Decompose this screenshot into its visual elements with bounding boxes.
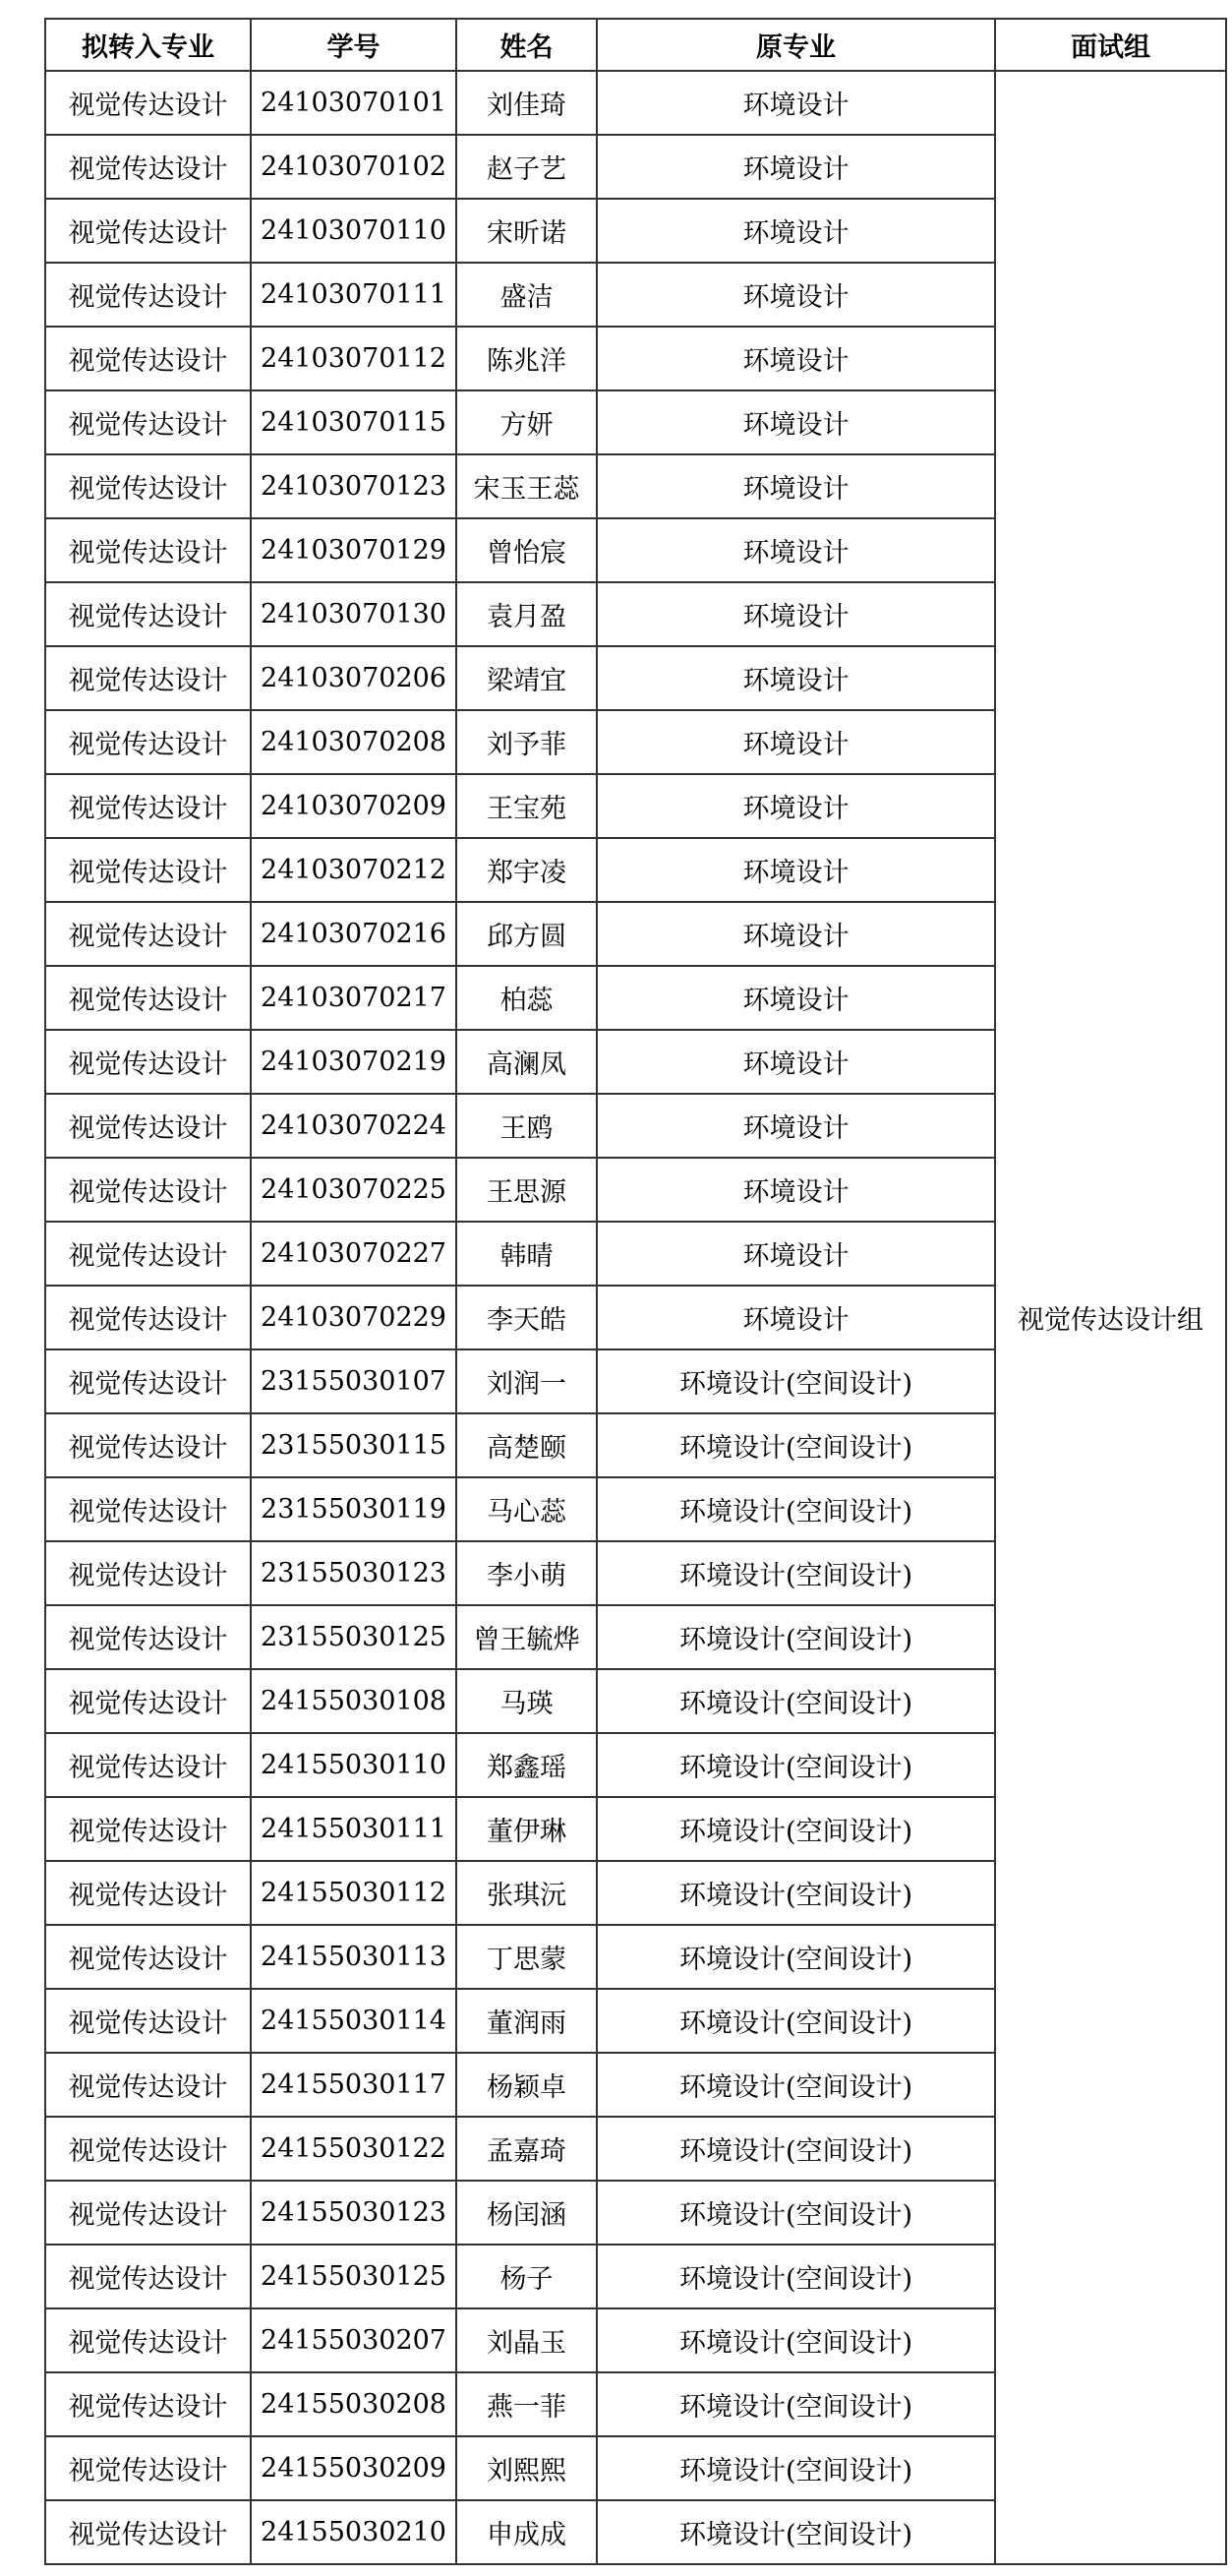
- header-original-major: 原专业: [597, 19, 995, 71]
- name-cell: 高楚颐: [456, 1413, 597, 1477]
- student-id-cell: 24103070219: [251, 1030, 456, 1094]
- original-major-cell: 环境设计: [597, 199, 995, 263]
- student-id-cell: 24155030117: [251, 2053, 456, 2117]
- target-major-cell: 视觉传达设计: [45, 2245, 251, 2308]
- original-major-cell: 环境设计(空间设计): [597, 1349, 995, 1413]
- original-major-cell: 环境设计: [597, 71, 995, 135]
- target-major-cell: 视觉传达设计: [45, 327, 251, 390]
- student-id-cell: 24103070216: [251, 902, 456, 966]
- target-major-cell: 视觉传达设计: [45, 838, 251, 902]
- original-major-cell: 环境设计(空间设计): [597, 1925, 995, 1989]
- name-cell: 宋玉王蕊: [456, 454, 597, 518]
- student-id-cell: 23155030125: [251, 1605, 456, 1669]
- student-id-cell: 24103070227: [251, 1222, 456, 1286]
- name-cell: 袁月盈: [456, 582, 597, 646]
- student-id-cell: 24155030210: [251, 2500, 456, 2564]
- target-major-cell: 视觉传达设计: [45, 1349, 251, 1413]
- student-id-cell: 24103070129: [251, 518, 456, 582]
- student-id-cell: 24155030114: [251, 1989, 456, 2053]
- student-id-cell: 24155030112: [251, 1861, 456, 1925]
- student-id-cell: 23155030123: [251, 1541, 456, 1605]
- student-id-cell: 24103070110: [251, 199, 456, 263]
- original-major-cell: 环境设计(空间设计): [597, 1669, 995, 1733]
- original-major-cell: 环境设计(空间设计): [597, 2308, 995, 2372]
- target-major-cell: 视觉传达设计: [45, 1286, 251, 1349]
- target-major-cell: 视觉传达设计: [45, 2053, 251, 2117]
- student-id-cell: 24103070212: [251, 838, 456, 902]
- original-major-cell: 环境设计(空间设计): [597, 2245, 995, 2308]
- header-row: [45, 19, 1226, 71]
- name-cell: 杨闰涵: [456, 2181, 597, 2245]
- table-row: [45, 71, 1226, 135]
- name-cell: 宋昕诺: [456, 199, 597, 263]
- student-id-cell: 24155030108: [251, 1669, 456, 1733]
- name-cell: 梁靖宜: [456, 646, 597, 710]
- target-major-cell: 视觉传达设计: [45, 454, 251, 518]
- target-major-cell: 视觉传达设计: [45, 1733, 251, 1797]
- name-cell: 郑宇凌: [456, 838, 597, 902]
- original-major-cell: 环境设计(空间设计): [597, 2372, 995, 2436]
- student-id-cell: 23155030115: [251, 1413, 456, 1477]
- original-major-cell: 环境设计: [597, 390, 995, 454]
- original-major-cell: 环境设计(空间设计): [597, 1541, 995, 1605]
- original-major-cell: 环境设计: [597, 518, 995, 582]
- target-major-cell: 视觉传达设计: [45, 1925, 251, 1989]
- original-major-cell: 环境设计(空间设计): [597, 2117, 995, 2181]
- target-major-cell: 视觉传达设计: [45, 646, 251, 710]
- student-id-cell: 24103070224: [251, 1094, 456, 1158]
- student-id-cell: 24103070112: [251, 327, 456, 390]
- target-major-cell: 视觉传达设计: [45, 1413, 251, 1477]
- target-major-cell: 视觉传达设计: [45, 1222, 251, 1286]
- name-cell: 盛洁: [456, 263, 597, 327]
- name-cell: 李小萌: [456, 1541, 597, 1605]
- student-id-cell: 24155030125: [251, 2245, 456, 2308]
- target-major-cell: 视觉传达设计: [45, 966, 251, 1030]
- student-id-cell: 24103070115: [251, 390, 456, 454]
- student-id-cell: 24103070101: [251, 71, 456, 135]
- header-interview-group: 面试组: [995, 19, 1226, 71]
- original-major-cell: 环境设计: [597, 454, 995, 518]
- name-cell: 方妍: [456, 390, 597, 454]
- target-major-cell: 视觉传达设计: [45, 1477, 251, 1541]
- original-major-cell: 环境设计(空间设计): [597, 1413, 995, 1477]
- original-major-cell: 环境设计: [597, 774, 995, 838]
- name-cell: 刘润一: [456, 1349, 597, 1413]
- student-id-cell: 24103070217: [251, 966, 456, 1030]
- student-id-cell: 24155030110: [251, 1733, 456, 1797]
- student-id-cell: 24103070123: [251, 454, 456, 518]
- target-major-cell: 视觉传达设计: [45, 1861, 251, 1925]
- original-major-cell: 环境设计: [597, 263, 995, 327]
- name-cell: 刘予菲: [456, 710, 597, 774]
- target-major-cell: 视觉传达设计: [45, 1605, 251, 1669]
- name-cell: 董润雨: [456, 1989, 597, 2053]
- original-major-cell: 环境设计: [597, 1158, 995, 1222]
- original-major-cell: 环境设计(空间设计): [597, 1605, 995, 1669]
- name-cell: 燕一菲: [456, 2372, 597, 2436]
- target-major-cell: 视觉传达设计: [45, 2117, 251, 2181]
- original-major-cell: 环境设计(空间设计): [597, 1989, 995, 2053]
- original-major-cell: 环境设计: [597, 966, 995, 1030]
- student-id-cell: 24155030209: [251, 2436, 456, 2500]
- student-id-cell: 23155030119: [251, 1477, 456, 1541]
- name-cell: 李天皓: [456, 1286, 597, 1349]
- student-id-cell: 24103070208: [251, 710, 456, 774]
- student-id-cell: 24103070130: [251, 582, 456, 646]
- name-cell: 韩晴: [456, 1222, 597, 1286]
- target-major-cell: 视觉传达设计: [45, 2308, 251, 2372]
- name-cell: 刘晶玉: [456, 2308, 597, 2372]
- original-major-cell: 环境设计: [597, 646, 995, 710]
- student-id-cell: 23155030107: [251, 1349, 456, 1413]
- original-major-cell: 环境设计: [597, 135, 995, 199]
- original-major-cell: 环境设计(空间设计): [597, 1477, 995, 1541]
- target-major-cell: 视觉传达设计: [45, 1797, 251, 1861]
- target-major-cell: 视觉传达设计: [45, 2181, 251, 2245]
- target-major-cell: 视觉传达设计: [45, 2372, 251, 2436]
- target-major-cell: 视觉传达设计: [45, 2500, 251, 2564]
- original-major-cell: 环境设计: [597, 582, 995, 646]
- name-cell: 柏蕊: [456, 966, 597, 1030]
- student-id-cell: 24155030113: [251, 1925, 456, 1989]
- student-id-cell: 24155030207: [251, 2308, 456, 2372]
- name-cell: 杨子: [456, 2245, 597, 2308]
- target-major-cell: 视觉传达设计: [45, 2436, 251, 2500]
- name-cell: 王鸥: [456, 1094, 597, 1158]
- original-major-cell: 环境设计: [597, 1222, 995, 1286]
- target-major-cell: 视觉传达设计: [45, 71, 251, 135]
- name-cell: 邱方圆: [456, 902, 597, 966]
- original-major-cell: 环境设计(空间设计): [597, 2181, 995, 2245]
- header-name: 姓名: [456, 19, 597, 71]
- original-major-cell: 环境设计: [597, 327, 995, 390]
- target-major-cell: 视觉传达设计: [45, 1669, 251, 1733]
- target-major-cell: 视觉传达设计: [45, 518, 251, 582]
- target-major-cell: 视觉传达设计: [45, 1989, 251, 2053]
- student-id-cell: 24103070111: [251, 263, 456, 327]
- student-id-cell: 24103070229: [251, 1286, 456, 1349]
- original-major-cell: 环境设计(空间设计): [597, 1733, 995, 1797]
- original-major-cell: 环境设计(空间设计): [597, 2053, 995, 2117]
- name-cell: 曾怡宸: [456, 518, 597, 582]
- target-major-cell: 视觉传达设计: [45, 710, 251, 774]
- student-id-cell: 24155030122: [251, 2117, 456, 2181]
- name-cell: 郑鑫瑶: [456, 1733, 597, 1797]
- target-major-cell: 视觉传达设计: [45, 390, 251, 454]
- name-cell: 丁思蒙: [456, 1925, 597, 1989]
- original-major-cell: 环境设计: [597, 710, 995, 774]
- name-cell: 张琪沅: [456, 1861, 597, 1925]
- target-major-cell: 视觉传达设计: [45, 902, 251, 966]
- student-id-cell: 24155030123: [251, 2181, 456, 2245]
- target-major-cell: 视觉传达设计: [45, 1541, 251, 1605]
- original-major-cell: 环境设计(空间设计): [597, 2436, 995, 2500]
- name-cell: 王思源: [456, 1158, 597, 1222]
- student-id-cell: 24155030111: [251, 1797, 456, 1861]
- original-major-cell: 环境设计: [597, 1094, 995, 1158]
- table-body: [45, 71, 1226, 2564]
- original-major-cell: 环境设计: [597, 838, 995, 902]
- original-major-cell: 环境设计(空间设计): [597, 1861, 995, 1925]
- name-cell: 王宝苑: [456, 774, 597, 838]
- name-cell: 申成成: [456, 2500, 597, 2564]
- interview-group-cell: 视觉传达设计组: [995, 71, 1226, 2564]
- header-target-major: 拟转入专业: [45, 19, 251, 71]
- name-cell: 马瑛: [456, 1669, 597, 1733]
- original-major-cell: 环境设计(空间设计): [597, 1797, 995, 1861]
- target-major-cell: 视觉传达设计: [45, 1158, 251, 1222]
- original-major-cell: 环境设计: [597, 902, 995, 966]
- original-major-cell: 环境设计: [597, 1286, 995, 1349]
- name-cell: 杨颖卓: [456, 2053, 597, 2117]
- name-cell: 董伊琳: [456, 1797, 597, 1861]
- name-cell: 陈兆洋: [456, 327, 597, 390]
- transfer-roster-table: [44, 18, 1227, 2565]
- student-id-cell: 24103070225: [251, 1158, 456, 1222]
- student-id-cell: 24155030208: [251, 2372, 456, 2436]
- original-major-cell: 环境设计: [597, 1030, 995, 1094]
- target-major-cell: 视觉传达设计: [45, 774, 251, 838]
- original-major-cell: 环境设计(空间设计): [597, 2500, 995, 2564]
- name-cell: 曾王毓烨: [456, 1605, 597, 1669]
- name-cell: 赵子艺: [456, 135, 597, 199]
- target-major-cell: 视觉传达设计: [45, 263, 251, 327]
- student-id-cell: 24103070206: [251, 646, 456, 710]
- name-cell: 刘佳琦: [456, 71, 597, 135]
- name-cell: 孟嘉琦: [456, 2117, 597, 2181]
- header-student-id: 学号: [251, 19, 456, 71]
- target-major-cell: 视觉传达设计: [45, 1094, 251, 1158]
- name-cell: 高澜凤: [456, 1030, 597, 1094]
- student-id-cell: 24103070102: [251, 135, 456, 199]
- name-cell: 刘熙熙: [456, 2436, 597, 2500]
- target-major-cell: 视觉传达设计: [45, 582, 251, 646]
- student-id-cell: 24103070209: [251, 774, 456, 838]
- name-cell: 马心蕊: [456, 1477, 597, 1541]
- target-major-cell: 视觉传达设计: [45, 1030, 251, 1094]
- target-major-cell: 视觉传达设计: [45, 135, 251, 199]
- target-major-cell: 视觉传达设计: [45, 199, 251, 263]
